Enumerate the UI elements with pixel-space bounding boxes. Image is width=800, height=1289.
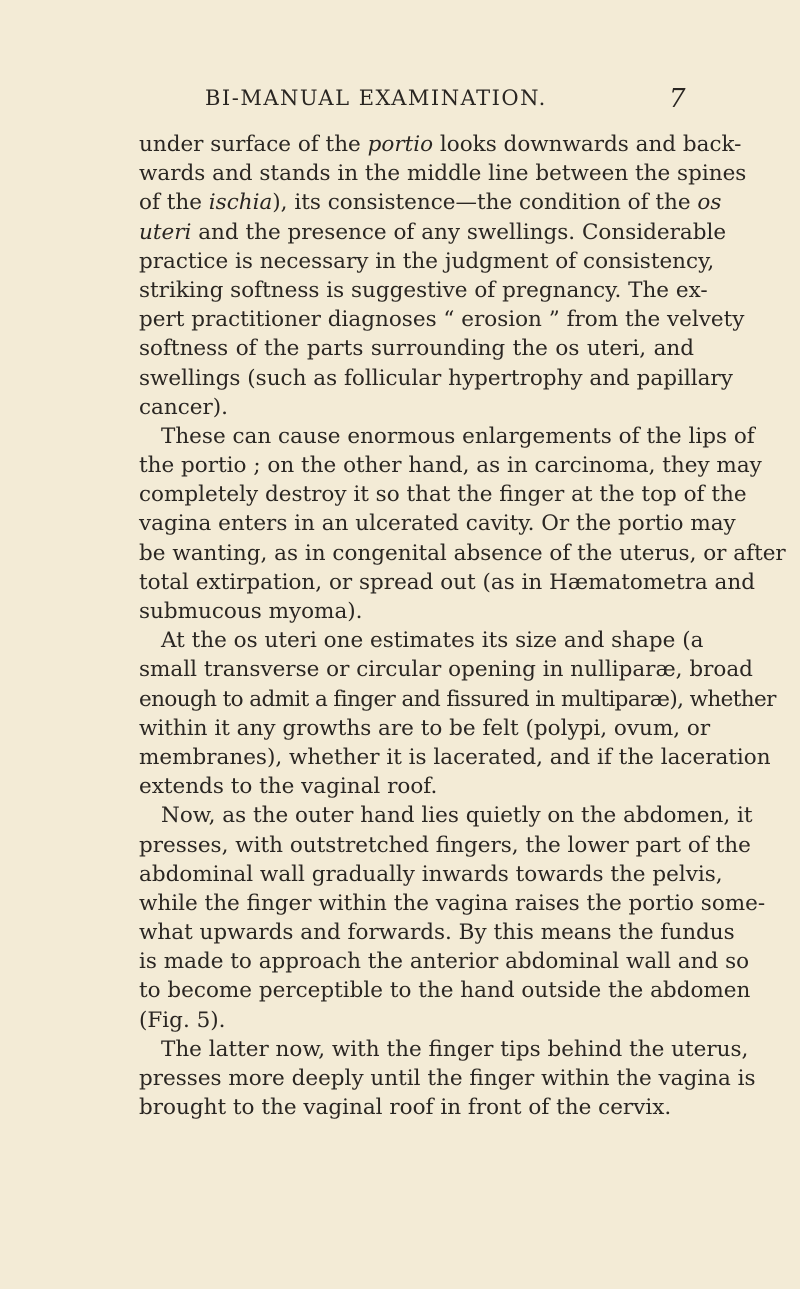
text-line: the portio ; on the other hand, as in carcinoma, they may (139, 453, 762, 479)
text-line: under surface of the portio looks downwards and back- (139, 132, 742, 157)
text-line: is made to approach the anterior abdominal wall and so (139, 949, 750, 975)
text-line: uteri and the presence of any swellings. Considerable (139, 219, 727, 245)
text-line: presses more deeply until the finger within the vagina is (139, 1066, 756, 1091)
text-line: Now, as the outer hand lies quietly on the abdomen, it (161, 803, 753, 829)
text-line: to become perceptible to the hand outside the abdomen (139, 978, 751, 1004)
text-line: softness of the parts surrounding the os uteri, and (139, 336, 694, 362)
text-line: while the finger within the vagina raises the portio some- (139, 890, 766, 916)
text-line: small transverse or circular opening in nulliparæ, broad (139, 657, 753, 683)
body-text (139, 130, 786, 1122)
text-line: wards and stands in the middle line between the spines (139, 161, 747, 187)
text-line: swellings (such as follicular hypertrophy and papillary (139, 365, 733, 391)
text-line: enough to admit a finger and fissured in multiparæ), whether (139, 686, 776, 712)
text-line: be wanting, as in congenital absence of the uterus, or after (139, 540, 786, 566)
text-line: abdominal wall gradually inwards towards the pelvis, (139, 861, 723, 887)
text-line: within it any growths are to be felt (polypi, ovum, or (139, 715, 711, 741)
text-line: These can cause enormous enlargements of the lips of (161, 423, 755, 449)
text-line: striking softness is suggestive of pregnancy. The ex- (139, 277, 708, 303)
text-line: practice is necessary in the judgment of consistency, (139, 248, 715, 274)
text-line: completely destroy it so that the finger at the top of the (139, 482, 747, 508)
text-line: vagina enters in an ulcerated cavity. Or the portio may (139, 511, 736, 537)
text-line: presses, with outstretched fingers, the lower part of the (139, 832, 751, 858)
page-header (0, 86, 800, 116)
text-line: At the os uteri one estimates its size and shape (a (161, 628, 704, 654)
text-line: of the ischia), its consistence—the condition of the os (139, 190, 722, 216)
text-line: membranes), whether it is lacerated, and if the laceration (139, 744, 771, 770)
text-line: what upwards and forwards. By this means the fundus (139, 920, 735, 946)
text-line: (Fig. 5). (139, 1007, 226, 1033)
text-line: pert practitioner diagnoses “ erosion ” from the velvety (139, 307, 745, 333)
text-line: brought to the vaginal roof in front of the cervix. (139, 1095, 672, 1121)
text-line: submucous myoma). (139, 599, 363, 624)
text-line: cancer). (139, 394, 228, 420)
text-line: total extirpation, or spread out (as in Hæmatometra and (139, 569, 755, 595)
text-line: The latter now, with the finger tips behind the uterus, (161, 1036, 749, 1062)
page-number: 7 (669, 84, 686, 114)
running-head: BI-MANUAL EXAMINATION. (205, 86, 547, 110)
text-line: extends to the vaginal roof. (139, 774, 438, 800)
